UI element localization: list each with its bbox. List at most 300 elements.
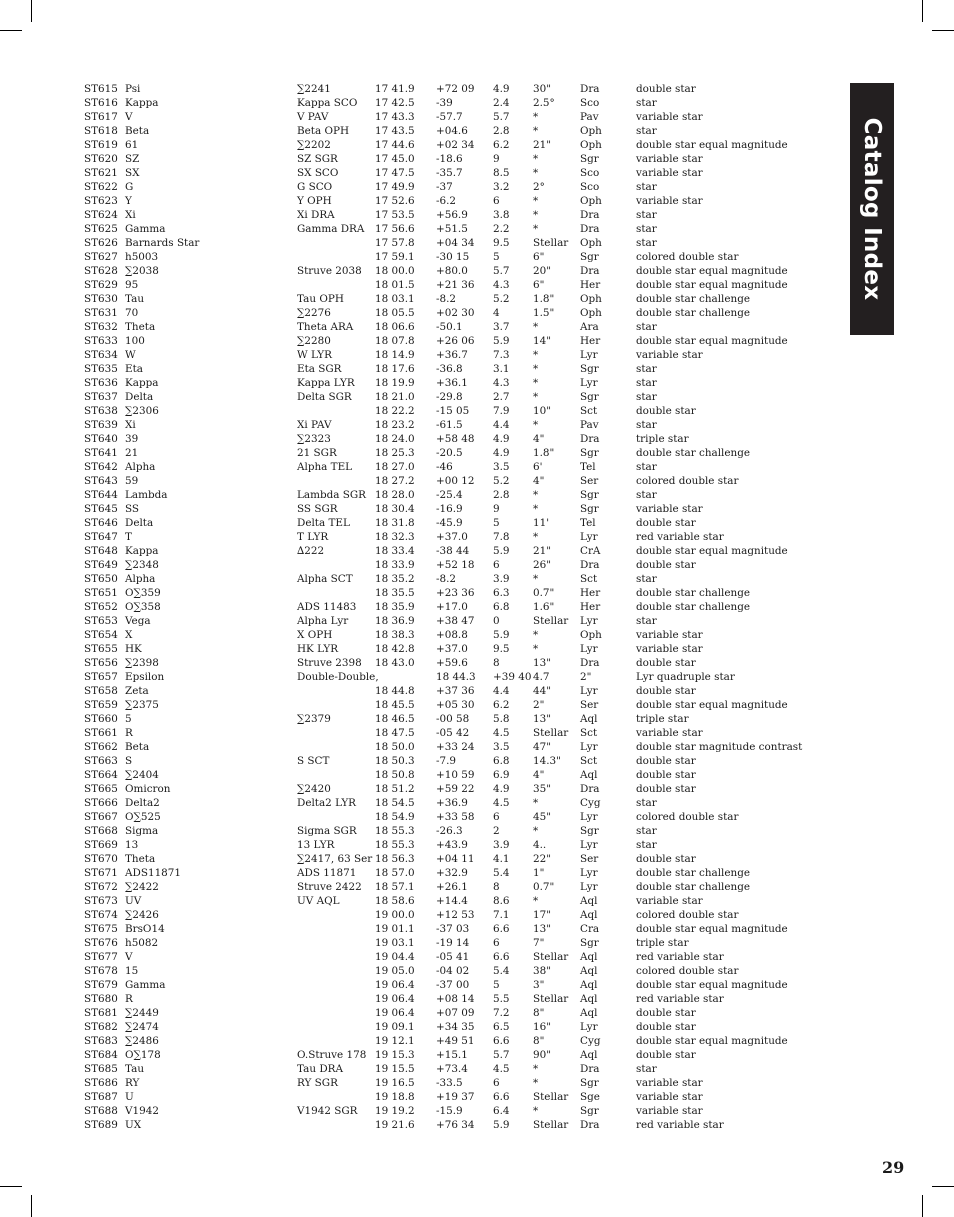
declination-cell: 18 44.3 (436, 671, 476, 683)
table-row (0, 796, 840, 810)
common-name-cell: Alpha (125, 573, 156, 585)
common-name-cell: X (125, 629, 133, 641)
constellation-cell: Ser (580, 475, 599, 487)
declination-cell: -29.8 (436, 391, 463, 403)
constellation-cell: Her (580, 587, 601, 599)
declination-cell: +05 30 (436, 699, 475, 711)
catalog-id-cell: ST621 (84, 167, 118, 179)
declination-cell: -8.2 (436, 293, 457, 305)
constellation-cell: Dra (580, 223, 600, 235)
object-type-cell: double star challenge (636, 881, 750, 893)
catalog-id-cell: ST647 (84, 531, 118, 543)
right-ascension-cell: 18 27.0 (375, 461, 415, 473)
constellation-cell: Cra (580, 923, 600, 935)
right-ascension-cell: 19 06.4 (375, 979, 415, 991)
common-name-cell: RY (125, 1077, 140, 1089)
catalog-table (0, 82, 840, 1132)
right-ascension-cell: 18 45.5 (375, 699, 415, 711)
declination-cell: +04 34 (436, 237, 475, 249)
catalog-id-cell: ST634 (84, 349, 118, 361)
table-row (0, 460, 840, 474)
magnitude-cell: 2.4 (493, 97, 510, 109)
catalog-id-cell: ST645 (84, 503, 118, 515)
table-row (0, 306, 840, 320)
separation-cell: 30" (533, 83, 552, 95)
constellation-cell: Aql (580, 1007, 598, 1019)
separation-cell: 4" (533, 769, 545, 781)
declination-cell: +37.0 (436, 531, 468, 543)
common-name-cell: 95 (125, 279, 139, 291)
separation-cell: 47" (533, 741, 552, 753)
right-ascension-cell: 18 06.6 (375, 321, 415, 333)
catalog-id-cell: ST679 (84, 979, 118, 991)
magnitude-cell: 2 (493, 825, 500, 837)
right-ascension-cell: 19 18.8 (375, 1091, 415, 1103)
magnitude-cell: 4.3 (493, 377, 510, 389)
constellation-cell: Dra (580, 559, 600, 571)
page-number: 29 (882, 1158, 905, 1177)
declination-cell: -05 42 (436, 727, 470, 739)
object-type-cell: double star challenge (636, 293, 750, 305)
catalog-id-cell: ST651 (84, 587, 118, 599)
table-row (0, 362, 840, 376)
separation-cell: * (533, 195, 539, 207)
table-row (0, 782, 840, 796)
catalog-id-cell: ST643 (84, 475, 118, 487)
constellation-cell: Sge (580, 1091, 600, 1103)
magnitude-cell: 5 (493, 251, 500, 263)
constellation-cell: Tel (580, 461, 596, 473)
separation-cell: 1.8" (533, 293, 555, 305)
object-type-cell: colored double star (636, 965, 739, 977)
common-name-cell: BrsO14 (125, 923, 165, 935)
right-ascension-cell: 19 04.4 (375, 951, 415, 963)
catalog-id-cell: ST646 (84, 517, 118, 529)
catalog-id-cell: ST642 (84, 461, 118, 473)
magnitude-cell: 3.5 (493, 741, 510, 753)
declination-cell: +04.6 (436, 125, 468, 137)
separation-cell: * (533, 1077, 539, 1089)
magnitude-cell: 4.1 (493, 853, 510, 865)
declination-cell: +26 06 (436, 335, 475, 347)
object-type-cell: star (636, 1063, 657, 1075)
table-row (0, 1006, 840, 1020)
alt-designation-cell: Y OPH (297, 195, 332, 207)
catalog-id-cell: ST623 (84, 195, 118, 207)
table-row (0, 544, 840, 558)
common-name-cell: Psi (125, 83, 141, 95)
alt-designation-cell: V1942 SGR (297, 1105, 358, 1117)
separation-cell: * (533, 895, 539, 907)
catalog-id-cell: ST637 (84, 391, 118, 403)
constellation-cell: Lyr (580, 349, 598, 361)
magnitude-cell: 4.9 (493, 433, 510, 445)
magnitude-cell: 6 (493, 195, 500, 207)
constellation-cell: Sco (580, 97, 600, 109)
table-row (0, 670, 840, 684)
catalog-id-cell: ST632 (84, 321, 118, 333)
magnitude-cell: 3.2 (493, 181, 510, 193)
magnitude-cell: 6.3 (493, 587, 510, 599)
declination-cell: -05 41 (436, 951, 470, 963)
right-ascension-cell: 18 30.4 (375, 503, 415, 515)
table-row (0, 250, 840, 264)
table-row (0, 656, 840, 670)
constellation-cell: Sct (580, 755, 598, 767)
common-name-cell: ∑2348 (125, 559, 159, 571)
magnitude-cell: 6 (493, 559, 500, 571)
magnitude-cell: 8.5 (493, 167, 510, 179)
separation-cell: 4" (533, 433, 545, 445)
alt-designation-cell: RY SGR (297, 1077, 338, 1089)
constellation-cell: Sgr (580, 1105, 599, 1117)
object-type-cell: double star equal magnitude (636, 979, 788, 991)
magnitude-cell: 3.7 (493, 321, 510, 333)
table-row (0, 404, 840, 418)
alt-designation-cell: Delta SGR (297, 391, 352, 403)
table-row (0, 502, 840, 516)
right-ascension-cell: 19 01.1 (375, 923, 415, 935)
common-name-cell: 21 (125, 447, 139, 459)
magnitude-cell: 6 (493, 1077, 500, 1089)
separation-cell: * (533, 1063, 539, 1075)
table-row (0, 572, 840, 586)
right-ascension-cell: 18 58.6 (375, 895, 415, 907)
crop-mark (932, 1186, 954, 1187)
declination-cell: -57.7 (436, 111, 463, 123)
common-name-cell: W (125, 349, 136, 361)
constellation-cell: Aql (580, 1049, 598, 1061)
separation-cell: 10" (533, 405, 552, 417)
declination-cell: +08 14 (436, 993, 475, 1005)
table-row (0, 124, 840, 138)
common-name-cell: Alpha (125, 461, 156, 473)
alt-designation-cell: Lambda SGR (297, 489, 366, 501)
right-ascension-cell: 18 14.9 (375, 349, 415, 361)
catalog-id-cell: ST669 (84, 839, 118, 851)
right-ascension-cell: 18 24.0 (375, 433, 415, 445)
separation-cell: 4.7 (533, 671, 550, 683)
declination-cell: +36.9 (436, 797, 468, 809)
catalog-id-cell: ST653 (84, 615, 118, 627)
common-name-cell: ∑2426 (125, 909, 159, 921)
separation-cell: 45" (533, 811, 552, 823)
table-row (0, 1048, 840, 1062)
declination-cell: -26.3 (436, 825, 463, 837)
object-type-cell: double star equal magnitude (636, 265, 788, 277)
alt-designation-cell: T LYR (297, 531, 329, 543)
common-name-cell: O∑178 (125, 1049, 161, 1061)
separation-cell: 1" (533, 867, 545, 879)
table-row (0, 712, 840, 726)
table-row (0, 1062, 840, 1076)
table-row (0, 446, 840, 460)
constellation-cell: Oph (580, 139, 602, 151)
object-type-cell: double star (636, 853, 696, 865)
table-row (0, 894, 840, 908)
table-row (0, 768, 840, 782)
magnitude-cell: 5 (493, 517, 500, 529)
catalog-id-cell: ST631 (84, 307, 118, 319)
constellation-cell: Sgr (580, 503, 599, 515)
object-type-cell: star (636, 615, 657, 627)
alt-designation-cell: Sigma SGR (297, 825, 357, 837)
table-row (0, 236, 840, 250)
section-tab-label: Catalog Index (859, 117, 885, 301)
common-name-cell: ∑2474 (125, 1021, 159, 1033)
constellation-cell: Dra (580, 209, 600, 221)
alt-designation-cell: ∑2323 (297, 433, 331, 445)
table-row (0, 586, 840, 600)
separation-cell: Stellar (533, 1119, 569, 1131)
declination-cell: +26.1 (436, 881, 468, 893)
common-name-cell: UV (125, 895, 142, 907)
right-ascension-cell: 17 56.6 (375, 223, 415, 235)
magnitude-cell: 7.2 (493, 1007, 510, 1019)
alt-designation-cell: Xi PAV (297, 419, 332, 431)
object-type-cell: variable star (636, 503, 703, 515)
catalog-id-cell: ST648 (84, 545, 118, 557)
right-ascension-cell: 17 44.6 (375, 139, 415, 151)
common-name-cell: O∑525 (125, 811, 161, 823)
declination-cell: +59.6 (436, 657, 468, 669)
common-name-cell: S (125, 755, 133, 767)
right-ascension-cell: 17 47.5 (375, 167, 415, 179)
table-row (0, 376, 840, 390)
magnitude-cell: 6.8 (493, 601, 510, 613)
constellation-cell: Aql (580, 951, 598, 963)
common-name-cell: ∑2486 (125, 1035, 159, 1047)
alt-designation-cell: SX SCO (297, 167, 339, 179)
table-row (0, 1076, 840, 1090)
declination-cell: +32.9 (436, 867, 468, 879)
separation-cell: 35" (533, 783, 552, 795)
table-row (0, 908, 840, 922)
constellation-cell: Lyr (580, 377, 598, 389)
separation-cell: Stellar (533, 1091, 569, 1103)
separation-cell: Stellar (533, 615, 569, 627)
catalog-id-cell: ST628 (84, 265, 118, 277)
declination-cell: -15 05 (436, 405, 470, 417)
common-name-cell: 61 (125, 139, 139, 151)
table-row (0, 1118, 840, 1132)
object-type-cell: triple star (636, 713, 689, 725)
declination-cell: -35.7 (436, 167, 463, 179)
table-row (0, 684, 840, 698)
magnitude-cell: 4 (493, 307, 500, 319)
separation-cell: 13" (533, 923, 552, 935)
common-name-cell: Beta (125, 741, 150, 753)
object-type-cell: star (636, 573, 657, 585)
declination-cell: +10 59 (436, 769, 475, 781)
common-name-cell: 39 (125, 433, 139, 445)
object-type-cell: star (636, 209, 657, 221)
declination-cell: -38 44 (436, 545, 470, 557)
right-ascension-cell: 19 12.1 (375, 1035, 415, 1047)
alt-designation-cell: ∆222 (297, 545, 325, 557)
object-type-cell: red variable star (636, 993, 724, 1005)
object-type-cell: double star (636, 83, 696, 95)
right-ascension-cell: 19 15.3 (375, 1049, 415, 1061)
declination-cell: +15.1 (436, 1049, 468, 1061)
magnitude-cell: 9.5 (493, 237, 510, 249)
magnitude-cell: 5.4 (493, 965, 510, 977)
magnitude-cell: 5.8 (493, 713, 510, 725)
common-name-cell: ∑2404 (125, 769, 159, 781)
catalog-id-cell: ST660 (84, 713, 118, 725)
constellation-cell: Lyr (580, 839, 598, 851)
separation-cell: 21" (533, 139, 552, 151)
table-row (0, 642, 840, 656)
right-ascension-cell: 18 27.2 (375, 475, 415, 487)
alt-designation-cell: ∑2241 (297, 83, 331, 95)
common-name-cell: U (125, 1091, 134, 1103)
constellation-cell: Lyr (580, 881, 598, 893)
catalog-id-cell: ST659 (84, 699, 118, 711)
declination-cell: +59 22 (436, 783, 475, 795)
constellation-cell: Cyg (580, 1035, 601, 1047)
table-row (0, 614, 840, 628)
catalog-id-cell: ST680 (84, 993, 118, 1005)
common-name-cell: Xi (125, 419, 136, 431)
catalog-id-cell: ST682 (84, 1021, 118, 1033)
magnitude-cell: 9.5 (493, 643, 510, 655)
declination-cell: -39 (436, 97, 453, 109)
common-name-cell: Epsilon (125, 671, 165, 683)
catalog-id-cell: ST668 (84, 825, 118, 837)
common-name-cell: Theta (125, 853, 156, 865)
table-row (0, 558, 840, 572)
common-name-cell: Y (125, 195, 132, 207)
common-name-cell: Gamma (125, 223, 166, 235)
constellation-cell: Sgr (580, 363, 599, 375)
separation-cell: 1.5" (533, 307, 555, 319)
object-type-cell: double star (636, 405, 696, 417)
table-row (0, 810, 840, 824)
table-row (0, 432, 840, 446)
separation-cell: 1.8" (533, 447, 555, 459)
constellation-cell: Pav (580, 419, 599, 431)
table-row (0, 698, 840, 712)
separation-cell: 14.3" (533, 755, 561, 767)
separation-cell: * (533, 391, 539, 403)
catalog-id-cell: ST630 (84, 293, 118, 305)
declination-cell: +02 30 (436, 307, 475, 319)
table-row (0, 824, 840, 838)
common-name-cell: ∑2449 (125, 1007, 159, 1019)
declination-cell: +51.5 (436, 223, 468, 235)
common-name-cell: ∑2306 (125, 405, 159, 417)
alt-designation-cell: 13 LYR (297, 839, 335, 851)
common-name-cell: h5003 (125, 251, 159, 263)
common-name-cell: HK (125, 643, 142, 655)
separation-cell: Stellar (533, 727, 569, 739)
object-type-cell: colored double star (636, 251, 739, 263)
table-row (0, 180, 840, 194)
object-type-cell: double star equal magnitude (636, 923, 788, 935)
constellation-cell: Her (580, 279, 601, 291)
magnitude-cell: 9 (493, 153, 500, 165)
catalog-id-cell: ST638 (84, 405, 118, 417)
right-ascension-cell: 18 36.9 (375, 615, 415, 627)
object-type-cell: double star challenge (636, 867, 750, 879)
magnitude-cell: 2.2 (493, 223, 510, 235)
catalog-id-cell: ST650 (84, 573, 118, 585)
right-ascension-cell: 18 38.3 (375, 629, 415, 641)
declination-cell: -50.1 (436, 321, 463, 333)
magnitude-cell: 3.9 (493, 839, 510, 851)
right-ascension-cell: 17 57.8 (375, 237, 415, 249)
object-type-cell: double star equal magnitude (636, 335, 788, 347)
constellation-cell: Lyr (580, 685, 598, 697)
constellation-cell: Sgr (580, 825, 599, 837)
object-type-cell: double star equal magnitude (636, 1035, 788, 1047)
table-row (0, 418, 840, 432)
right-ascension-cell: 18 57.0 (375, 867, 415, 879)
table-row (0, 138, 840, 152)
catalog-id-cell: ST655 (84, 643, 118, 655)
object-type-cell: star (636, 825, 657, 837)
magnitude-cell: 3.9 (493, 573, 510, 585)
catalog-id-cell: ST666 (84, 797, 118, 809)
catalog-id-cell: ST626 (84, 237, 118, 249)
common-name-cell: Delta (125, 391, 154, 403)
alt-designation-cell: S SCT (297, 755, 330, 767)
magnitude-cell: 5.7 (493, 265, 510, 277)
table-row (0, 320, 840, 334)
object-type-cell: star (636, 489, 657, 501)
magnitude-cell: 6 (493, 811, 500, 823)
common-name-cell: UX (125, 1119, 142, 1131)
constellation-cell: Dra (580, 83, 600, 95)
magnitude-cell: 7.9 (493, 405, 510, 417)
common-name-cell: Tau (125, 1063, 145, 1075)
object-type-cell: double star equal magnitude (636, 279, 788, 291)
crop-mark (31, 0, 32, 22)
magnitude-cell: 6 (493, 937, 500, 949)
magnitude-cell: 8.6 (493, 895, 510, 907)
constellation-cell: Lyr (580, 615, 598, 627)
separation-cell: 17" (533, 909, 552, 921)
declination-cell: +04 11 (436, 853, 475, 865)
separation-cell: 6" (533, 251, 545, 263)
catalog-id-cell: ST652 (84, 601, 118, 613)
declination-cell: +58 48 (436, 433, 475, 445)
right-ascension-cell: 19 03.1 (375, 937, 415, 949)
catalog-id-cell: ST673 (84, 895, 118, 907)
constellation-cell: Sgr (580, 447, 599, 459)
common-name-cell: V1942 (125, 1105, 159, 1117)
alt-designation-cell: Tau DRA (297, 1063, 343, 1075)
magnitude-cell: 6.5 (493, 1021, 510, 1033)
object-type-cell: variable star (636, 349, 703, 361)
catalog-id-cell: ST636 (84, 377, 118, 389)
common-name-cell: ADS11871 (125, 867, 182, 879)
alt-designation-cell: X OPH (297, 629, 333, 641)
magnitude-cell: 4.5 (493, 1063, 510, 1075)
constellation-cell: Cyg (580, 797, 601, 809)
declination-cell: +34 35 (436, 1021, 475, 1033)
constellation-cell: Oph (580, 307, 602, 319)
right-ascension-cell: 18 03.1 (375, 293, 415, 305)
object-type-cell: red variable star (636, 1119, 724, 1131)
table-row (0, 1020, 840, 1034)
constellation-cell: Sgr (580, 1077, 599, 1089)
constellation-cell: Sct (580, 573, 598, 585)
object-type-cell: variable star (636, 1091, 703, 1103)
constellation-cell: Dra (580, 657, 600, 669)
catalog-id-cell: ST671 (84, 867, 118, 879)
